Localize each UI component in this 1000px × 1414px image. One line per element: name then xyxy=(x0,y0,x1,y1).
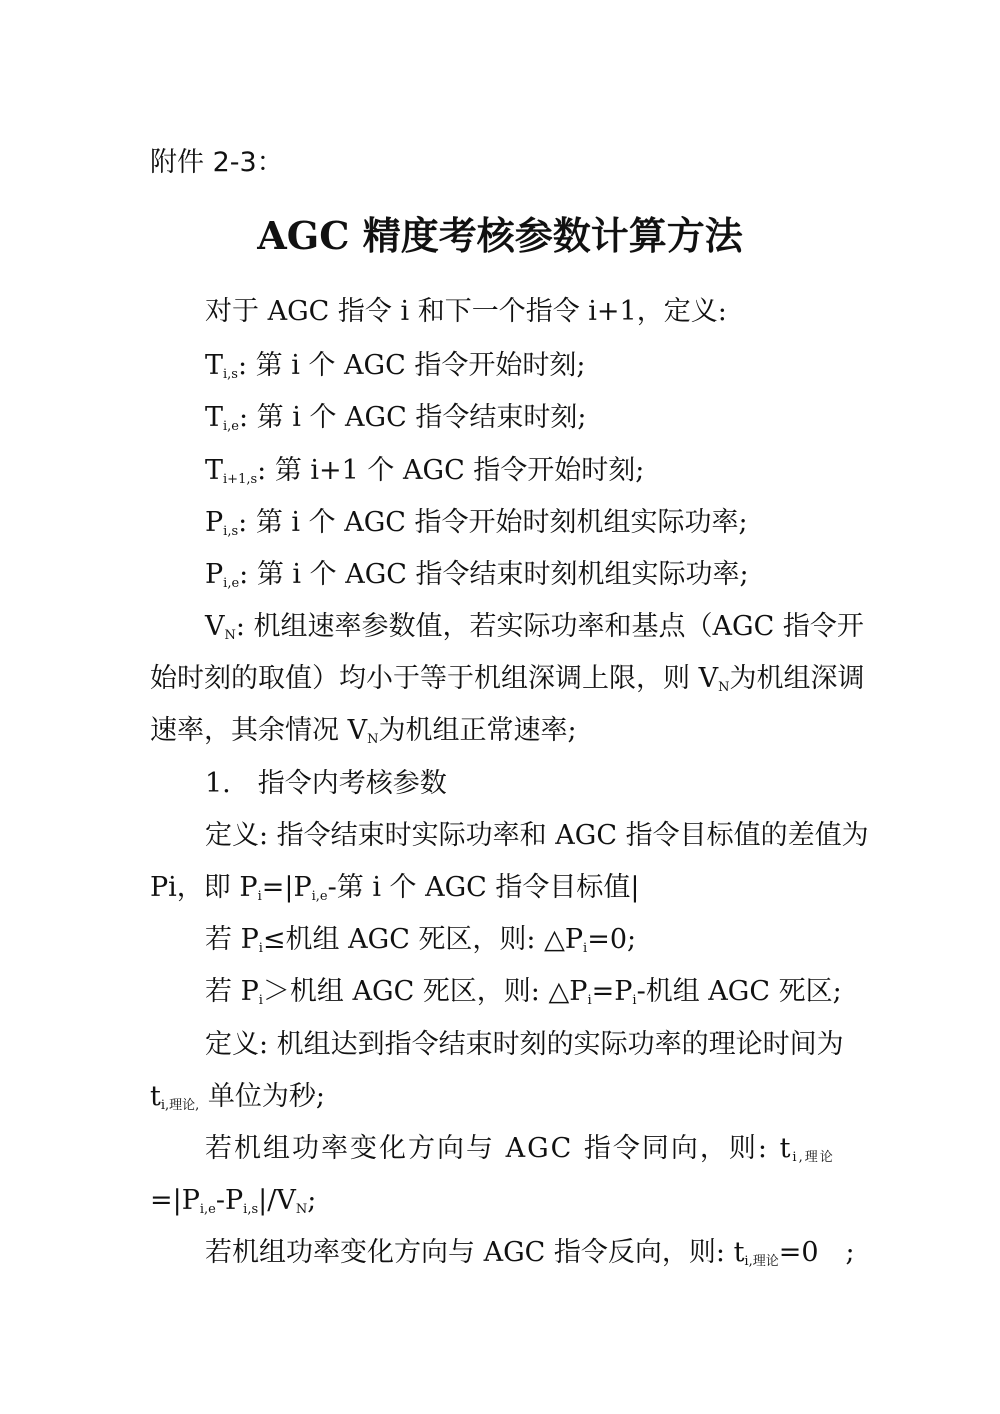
def-text: ＞机组 AGC 死区，则: △P xyxy=(262,976,588,1007)
def-text: 定义: 指令结束时实际功率和 AGC 指令目标值的差值为 xyxy=(205,820,869,851)
def-text: 速率，其余情况 V xyxy=(150,715,368,746)
def-subscript: i,s xyxy=(223,367,238,382)
def-subscript: i xyxy=(258,993,263,1008)
def-subscript: i,s xyxy=(243,1202,259,1217)
def-text: : 第 i 个 AGC 指令开始时刻; xyxy=(237,350,586,381)
section-heading xyxy=(205,770,447,797)
def-subscript: i,理论, xyxy=(160,1098,200,1113)
def-text: 若机组功率变化方向与 AGC 指令反向，则: t xyxy=(205,1237,745,1268)
def-text: =0; xyxy=(587,924,637,955)
def-text: 定义: 机组达到指令结束时刻的实际功率的理论时间为 xyxy=(205,1029,844,1060)
def-subscript: N xyxy=(367,732,379,747)
def-subscript: i,理论 xyxy=(744,1254,779,1269)
def-text: ≤机组 AGC 死区，则: △P xyxy=(262,924,584,955)
def-subscript: i,e xyxy=(311,889,328,904)
def-text: : 第 i 个 AGC 指令开始时刻机组实际功率; xyxy=(238,507,748,538)
condition-within-deadband xyxy=(205,926,636,955)
def-subscript: N xyxy=(295,1202,308,1217)
definition-vn-line1 xyxy=(205,613,864,642)
def-text: =|P xyxy=(150,1185,200,1216)
def-text: 若 P xyxy=(205,976,259,1007)
def-subscript: i,e xyxy=(223,576,240,591)
def-text: t xyxy=(150,1081,161,1112)
def-subscript: N xyxy=(224,628,236,643)
def-symbol: P xyxy=(205,507,224,538)
def-subscript: i,e xyxy=(223,419,239,434)
def-text: =|P xyxy=(261,872,312,903)
def-text: 为机组正常速率; xyxy=(378,715,577,746)
opposite-direction-line xyxy=(205,1239,855,1268)
def-text: -P xyxy=(215,1185,244,1216)
def-subscript: i+1,s xyxy=(223,472,258,487)
definition-ti-line1 xyxy=(205,1031,844,1058)
def-symbol: T xyxy=(205,455,224,486)
definition-ti-line2 xyxy=(150,1083,325,1112)
definition-p-ie xyxy=(205,561,749,590)
same-direction-line2 xyxy=(150,1187,316,1216)
def-subscript: i,e xyxy=(199,1202,216,1217)
def-subscript: i,s xyxy=(223,524,239,539)
def-text: : 第 i 个 AGC 指令结束时刻; xyxy=(239,402,587,433)
intro-line xyxy=(205,298,727,325)
def-subscript: i xyxy=(632,993,637,1008)
attachment-label: 附件 2-3： xyxy=(150,147,284,178)
definition-p-is xyxy=(205,509,748,538)
definition-pi-line1 xyxy=(205,822,869,849)
intro-text: 对于 AGC 指令 i 和下一个指令 i+1，定义: xyxy=(205,296,727,327)
section-heading-text: 1. 指令内考核参数 xyxy=(205,768,447,799)
def-text: : 第 i 个 AGC 指令结束时刻机组实际功率; xyxy=(239,559,749,590)
page-title: AGC 精度考核参数计算方法 xyxy=(257,213,743,258)
def-subscript: N xyxy=(718,680,730,695)
def-text: =0 ; xyxy=(778,1237,855,1268)
definition-t-ie xyxy=(205,404,586,433)
def-symbol: P xyxy=(205,559,224,590)
def-symbol: V xyxy=(205,611,225,642)
def-text: : 机组速率参数值，若实际功率和基点（AGC 指令开 xyxy=(235,611,864,642)
def-subscript: i xyxy=(257,889,262,904)
definition-vn-line3 xyxy=(150,717,577,746)
definition-vn-line2 xyxy=(150,665,864,694)
def-symbol: T xyxy=(205,402,224,433)
def-subscript: i xyxy=(583,941,588,956)
def-text: ; xyxy=(307,1185,317,1216)
def-subscript: i xyxy=(587,993,592,1008)
definition-pi-line2 xyxy=(150,874,640,903)
def-symbol: T xyxy=(205,350,224,381)
def-subscript: i xyxy=(258,941,263,956)
condition-beyond-deadband xyxy=(205,978,842,1007)
def-text: 若机组功率变化方向与 AGC 指令同向，则: t xyxy=(205,1133,793,1164)
same-direction-line1 xyxy=(205,1135,835,1164)
def-text: 若 P xyxy=(205,924,259,955)
def-text: 始时刻的取值）均小于等于机组深调上限，则 V xyxy=(150,663,719,694)
def-text: : 第 i+1 个 AGC 指令开始时刻; xyxy=(257,455,645,486)
def-text: =P xyxy=(591,976,633,1007)
def-text: Pi，即 P xyxy=(150,872,258,903)
def-text: -机组 AGC 死区; xyxy=(636,976,842,1007)
def-subscript: i,理论 xyxy=(792,1150,835,1165)
definition-t-i1s xyxy=(205,457,644,486)
definition-t-is xyxy=(205,352,585,381)
def-text: 为机组深调 xyxy=(729,663,865,694)
def-text: -第 i 个 AGC 指令目标值| xyxy=(327,872,640,903)
def-text: |/V xyxy=(258,1185,296,1216)
def-text: 单位为秒; xyxy=(199,1081,325,1112)
